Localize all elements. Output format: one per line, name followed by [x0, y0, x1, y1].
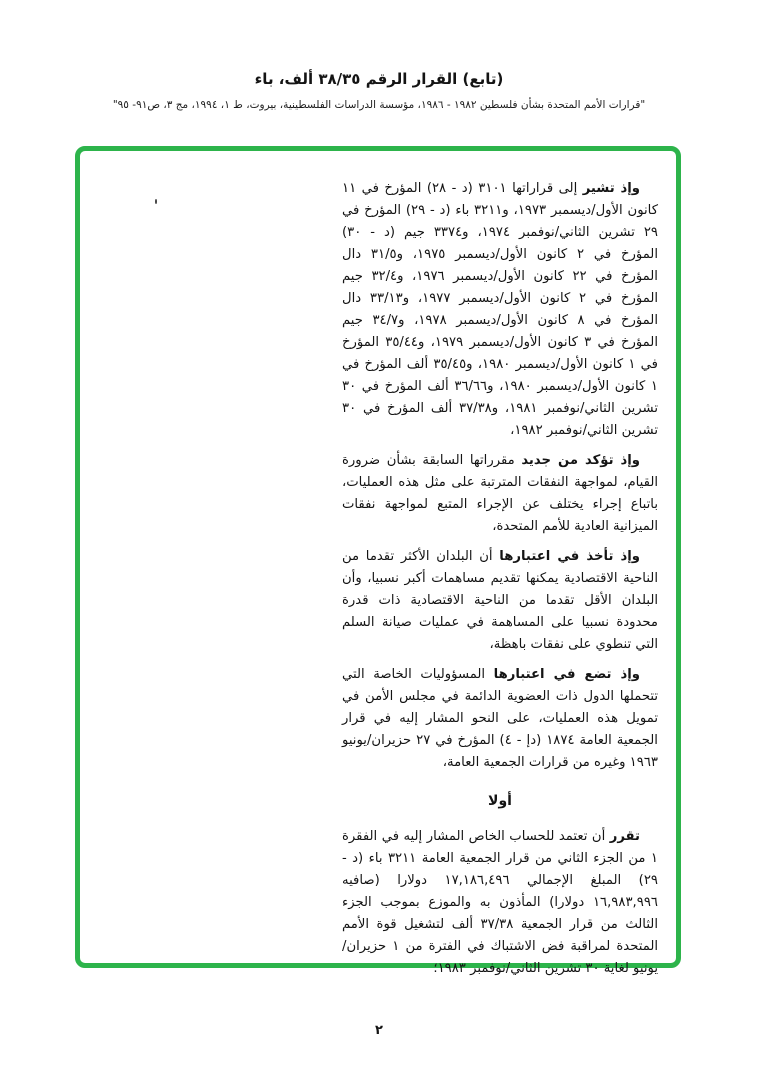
- operative-paragraph: [342, 826, 658, 980]
- paragraph-text: أن البلدان الأكثر تقدما من الناحية الاقتصادية يمكنها تقديم مساهمات أكبر نسبيا، وأن البلدان الأقل تقدما من الناحية الاقتصادية ذات قدرة محدودة نسبيا على المساهمة في عمليات صيانة السلم التي تنطوي على نفقات باهظة،: [342, 549, 658, 652]
- preambular-paragraph: [342, 178, 658, 442]
- paragraph-text: المسؤوليات الخاصة التي تتحملها الدول ذات العضوية الدائمة في مجلس الأمن في تمويل هذه العمليات، على النحو المشار إليه في قرار الجمعية العامة ١٨٧٤ (دإ - ٤) المؤرخ في ٢٧ حزيران/يونيو ١٩٦٣ وغيره من قرارات الجمعية العامة،: [342, 667, 658, 770]
- section-heading: أولا: [488, 793, 512, 809]
- preambular-paragraph: [342, 664, 658, 774]
- paragraph-lead: وإذ تؤكد من جديد: [521, 453, 640, 468]
- resolution-body: [342, 178, 658, 988]
- resolution-title: (تابع) القرار الرقم ٣٨/٣٥ ألف، باء: [254, 70, 504, 88]
- paragraph-lead: وإذ تشير: [582, 181, 640, 196]
- page-number: ٢: [375, 1023, 383, 1038]
- preambular-paragraph: [342, 546, 658, 656]
- paragraph-lead: وإذ تضع في اعتبارها: [493, 667, 640, 682]
- source-citation: "قرارات الأمم المتحدة بشأن فلسطين ١٩٨٢ - ١٩٨٦، مؤسسة الدراسات الفلسطينية، بيروت، ط ١، ١٩٩٤، مج ٣، ص٩١- ٩٥": [112, 99, 646, 111]
- paragraph-text: مقرراتها السابقة بشأن ضرورة القيام، لمواجهة النفقات المترتبة على مثل هذه العمليات، باتباع إجراء يختلف عن الإجراء المتبع لمواجهة نفقات الميزانية العادية للأمم المتحدة،: [342, 453, 658, 534]
- paragraph-text: إلى قراراتها ٣١٠١ (د - ٢٨) المؤرخ في ١١ كانون الأول/ديسمبر ١٩٧٣، و٣٢١١ باء (د - ٢٩) المؤرخ في ٢٩ تشرين الثاني/نوفمبر ١٩٧٤، و٣٣٧٤ جيم (د - ٣٠) المؤرخ في ٢ كانون الأول/ديسمبر ١٩٧٥، و٣١/٥ دال المؤرخ في ٢٢ كانون الأول/ديسمبر ١٩٧٦، و٣٢/٤ جيم المؤرخ في ٢ كانون الأول/ديسمبر ١٩٧٧، و٣٣/١٣ دال المؤرخ في ٨ كانون الأول/ديسمبر ١٩٧٨، و٣٤/٧ جيم المؤرخ في ٣ كانون الأول/ديسمبر ١٩٧٩، و٣٥/٤٤ المؤرخ في ١ كانون الأول/ديسمبر ١٩٨٠، و٣٥/٤٥ ألف المؤرخ في ١ كانون الأول/ديسمبر ١٩٨٠، و٣٦/٦٦ ألف المؤرخ في ٣٠ تشرين الثاني/نوفمبر ١٩٨١، و٣٧/٣٨ ألف المؤرخ في ٣٠ تشرين الثاني/نوفمبر ١٩٨٢،: [342, 181, 659, 438]
- preambular-paragraph: [342, 450, 658, 538]
- paragraph-text: أن تعتمد للحساب الخاص المشار إليه في الفقرة ١ من الجزء الثاني من قرار الجمعية العامة ٣٢١١ باء (د - ٢٩) المبلغ الإجمالي ١٧,١٨٦,٤٩٦ دولارا (صافيه ١٦,٩٨٣,٩٩٦ دولارا) المأذون به والموزع بموجب الجزء الثالث من قرار الجمعية ٣٧/٣٨ ألف لتشغيل قوة الأمم المتحدة لمراقبة فض الاشتباك في الفترة من ١ حزيران/يونيو لغاية ٣٠ تشرين الثاني/نوفمبر ١٩٨٣؛: [342, 829, 659, 976]
- scan-artifact-dot: [155, 199, 157, 204]
- paragraph-lead: وإذ تأخذ في اعتبارها: [499, 549, 640, 564]
- paragraph-lead: تقرر: [609, 829, 640, 844]
